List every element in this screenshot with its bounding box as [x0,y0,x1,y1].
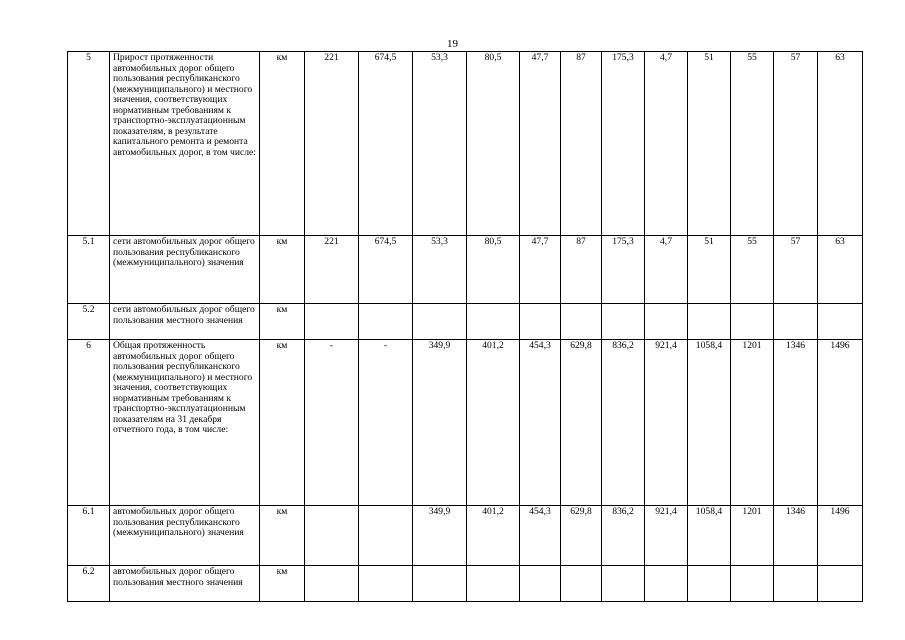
value-cell: 221 [305,52,359,236]
table-body [68,52,863,602]
value-cell [645,304,688,340]
value-cell [305,566,359,602]
value-cell: 1346 [774,506,818,566]
value-cell: 454,3 [520,340,561,506]
value-cell [467,566,520,602]
value-cell: 629,8 [561,506,602,566]
value-cell: 674,5 [359,236,413,304]
value-cell: 80,5 [467,52,520,236]
table-row [68,506,863,566]
value-cell: 4,7 [645,52,688,236]
value-cell [359,506,413,566]
value-cell: 921,4 [645,506,688,566]
value-cell: 57 [774,52,818,236]
row-number: 5.1 [68,236,110,304]
value-cell [688,304,731,340]
row-number: 5 [68,52,110,236]
value-cell [774,566,818,602]
row-description: сети автомобильных дорог общего пользования местного значения [110,304,260,340]
row-unit: км [260,304,305,340]
value-cell: 47,7 [520,236,561,304]
value-cell: 4,7 [645,236,688,304]
value-cell [774,304,818,340]
value-cell: 57 [774,236,818,304]
value-cell: 51 [688,236,731,304]
value-cell: 921,4 [645,340,688,506]
value-cell: 401,2 [467,506,520,566]
value-cell [561,304,602,340]
table-row [68,566,863,602]
row-description: Общая протяженность автомобильных дорог общего пользования республиканского (межмуниципального) и местного значения, соответствующих нормативным требованиям к транспортно-эксплуатационным показателям на 31 декабря отчетного года, в том числе: [110,340,260,506]
table-row [68,236,863,304]
row-number: 6.2 [68,566,110,602]
row-description: автомобильных дорог общего пользования местного значения [110,566,260,602]
row-number: 5.2 [68,304,110,340]
value-cell: 1058,4 [688,340,731,506]
value-cell [688,566,731,602]
value-cell: 1496 [818,340,863,506]
value-cell: - [305,340,359,506]
value-cell: 55 [731,52,774,236]
value-cell [520,566,561,602]
row-number: 6 [68,340,110,506]
row-description: Прирост протяженности автомобильных дорог общего пользования республиканского (межмуниципального) и местного значения, соответствующих нормативным требованиям к транспортно-эксплуатационным показателям, в результате капитального ремонта и ремонта автомобильных дорог, в том числе: [110,52,260,236]
value-cell [731,304,774,340]
value-cell: 1201 [731,506,774,566]
row-unit: км [260,566,305,602]
value-cell [413,304,467,340]
value-cell: 51 [688,52,731,236]
row-number: 6.1 [68,506,110,566]
table-row [68,340,863,506]
row-unit: км [260,506,305,566]
value-cell [413,566,467,602]
value-cell: 1346 [774,340,818,506]
value-cell [602,304,645,340]
value-cell: 175,3 [602,52,645,236]
value-cell [731,566,774,602]
row-unit: км [260,236,305,304]
indicator-table [67,51,863,602]
value-cell [467,304,520,340]
value-cell: 53,3 [413,52,467,236]
value-cell [818,566,863,602]
value-cell [359,304,413,340]
value-cell: 349,9 [413,506,467,566]
value-cell: 221 [305,236,359,304]
value-cell [305,304,359,340]
value-cell [602,566,645,602]
row-unit: км [260,52,305,236]
value-cell: - [359,340,413,506]
value-cell [818,304,863,340]
value-cell: 674,5 [359,52,413,236]
value-cell: 1201 [731,340,774,506]
value-cell: 349,9 [413,340,467,506]
page-number: 19 [447,38,458,50]
value-cell: 87 [561,236,602,304]
row-unit: км [260,340,305,506]
value-cell: 63 [818,52,863,236]
value-cell: 87 [561,52,602,236]
value-cell [305,506,359,566]
value-cell [520,304,561,340]
value-cell [561,566,602,602]
row-description: автомобильных дорог общего пользования республиканского (межмуниципального) значения [110,506,260,566]
value-cell: 454,3 [520,506,561,566]
value-cell: 47,7 [520,52,561,236]
value-cell: 55 [731,236,774,304]
row-description: сети автомобильных дорог общего пользования республиканского (межмуниципального) значения [110,236,260,304]
value-cell: 1496 [818,506,863,566]
value-cell: 53,3 [413,236,467,304]
value-cell: 401,2 [467,340,520,506]
table-row [68,304,863,340]
value-cell: 80,5 [467,236,520,304]
value-cell [359,566,413,602]
value-cell: 1058,4 [688,506,731,566]
table-row [68,52,863,236]
value-cell [645,566,688,602]
value-cell: 175,3 [602,236,645,304]
value-cell: 836,2 [602,340,645,506]
value-cell: 63 [818,236,863,304]
value-cell: 629,8 [561,340,602,506]
value-cell: 836,2 [602,506,645,566]
